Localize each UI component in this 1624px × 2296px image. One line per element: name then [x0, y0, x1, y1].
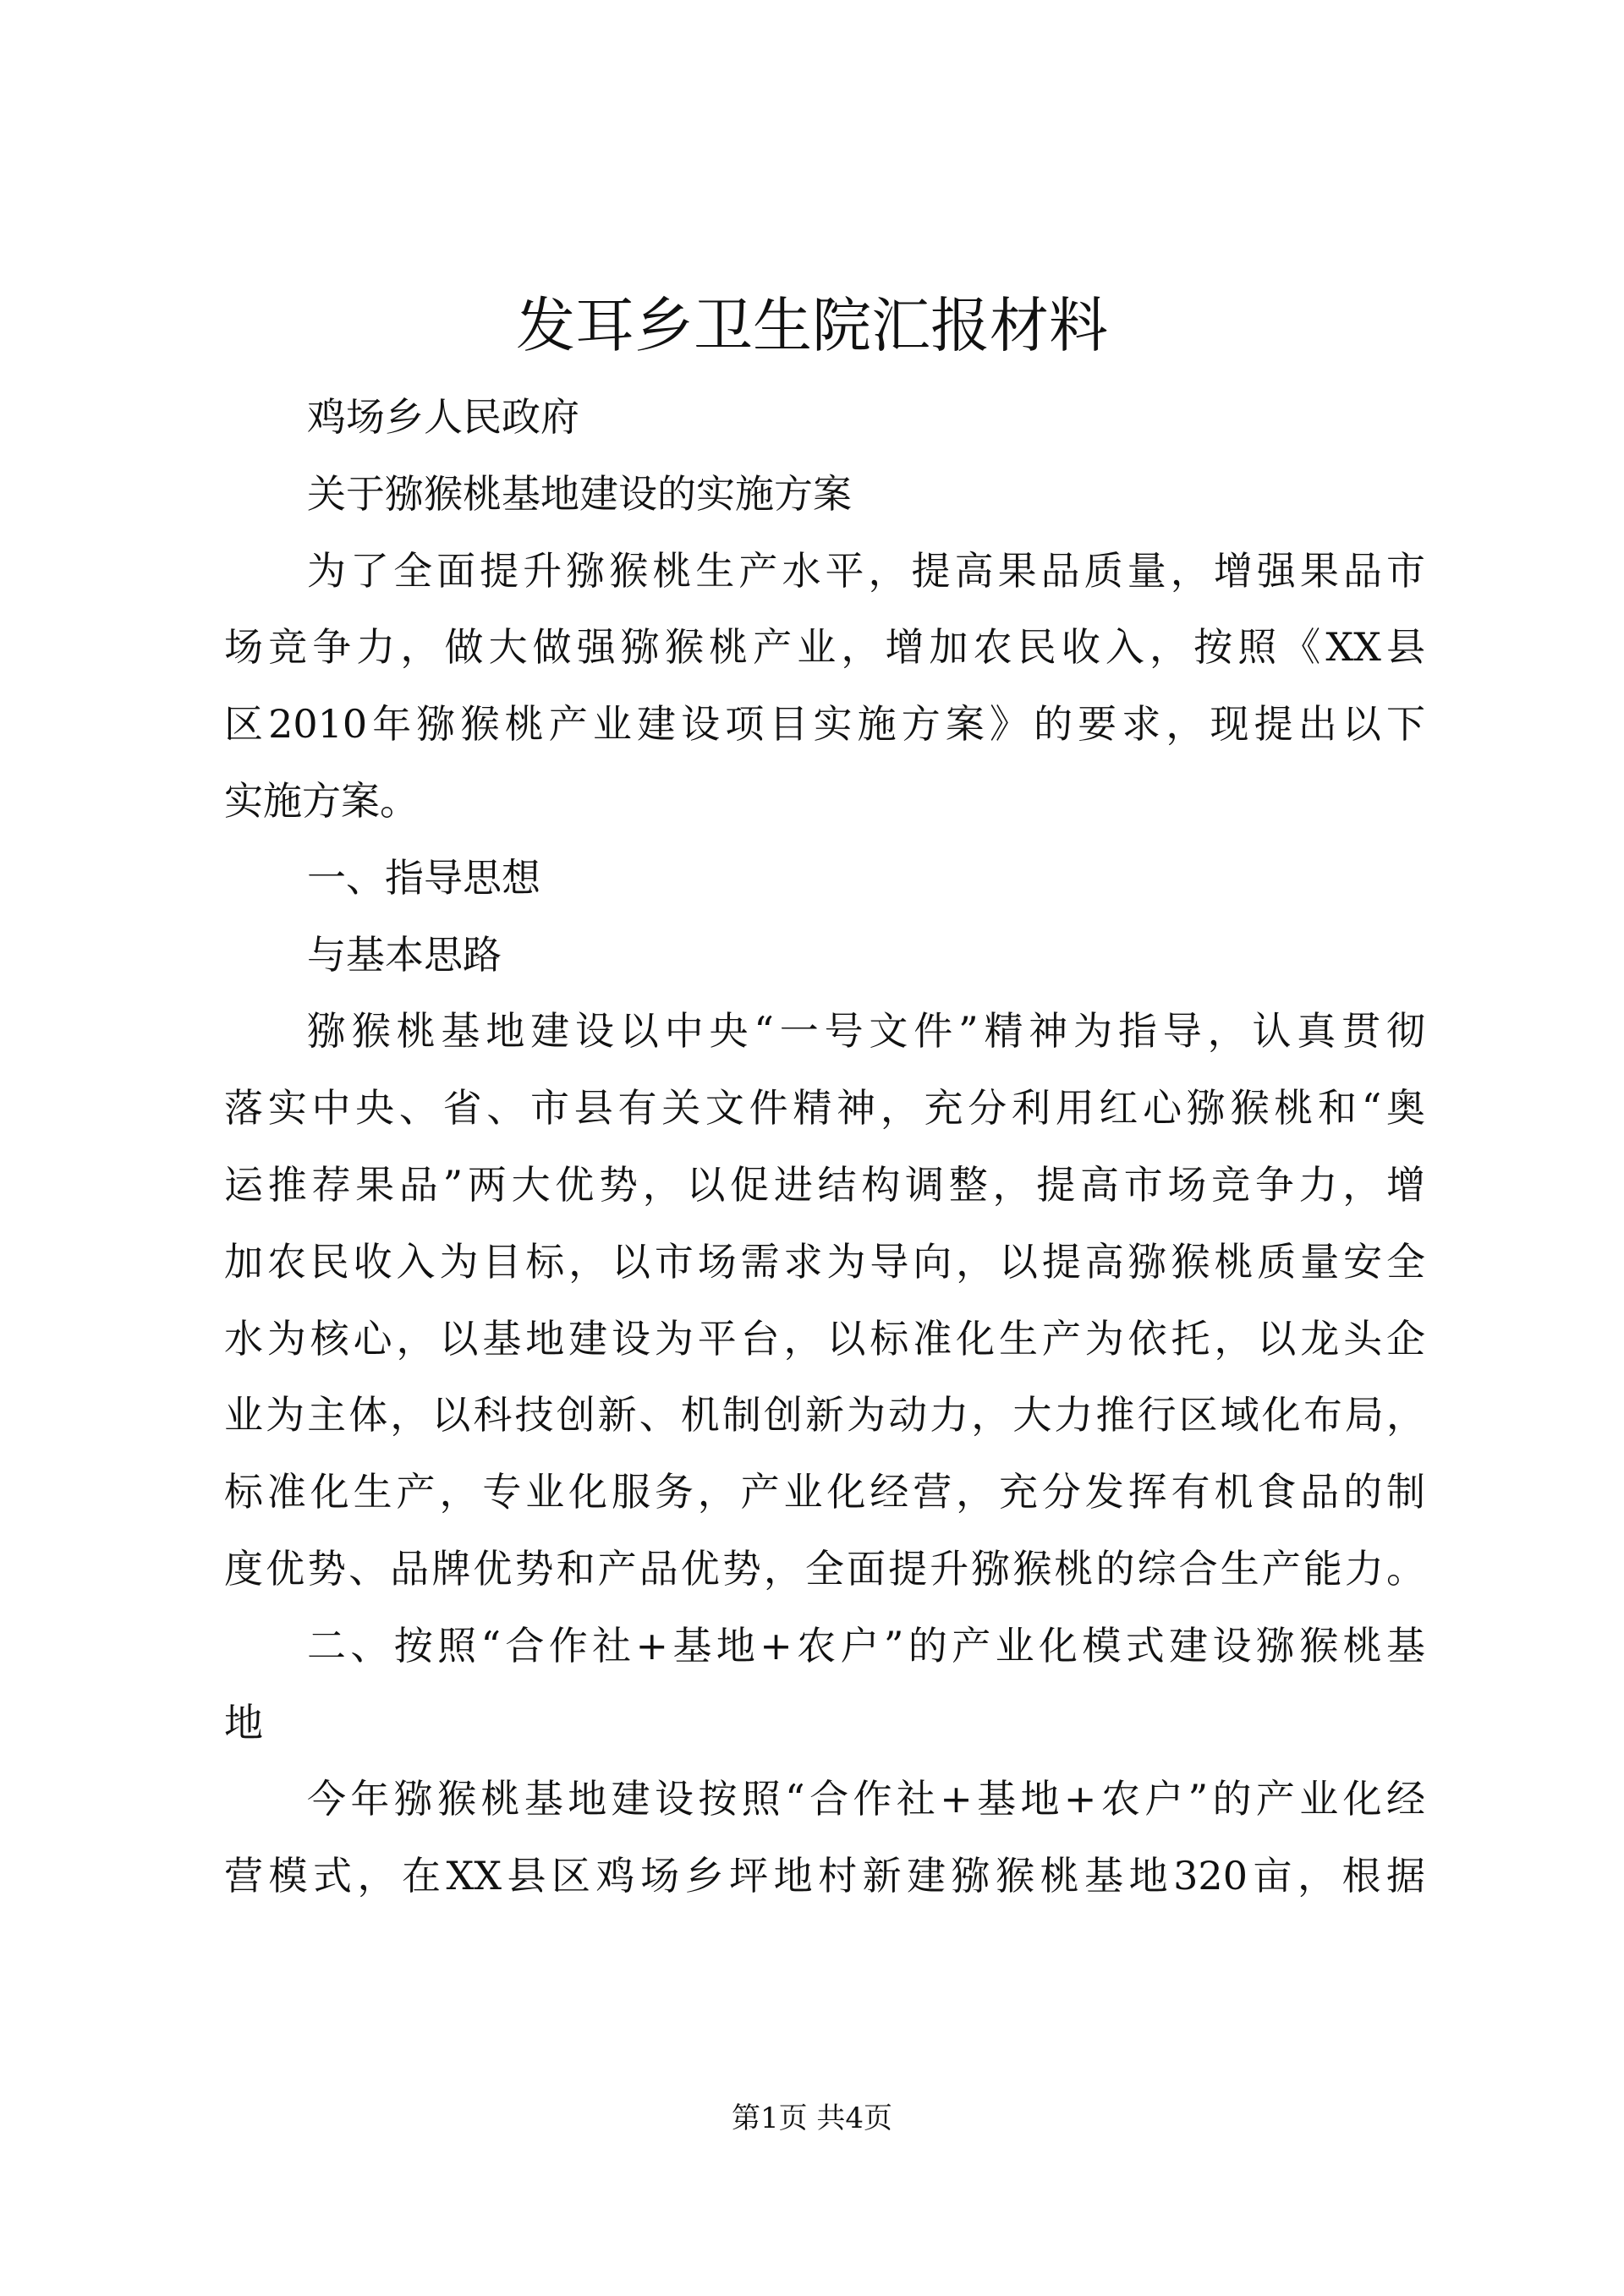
paragraph-line: 运推荐果品”两大优势，以促进结构调整，提高市场竞争力，增	[224, 1161, 1425, 1208]
paragraph-line: 标准化生产，专业化服务，产业化经营，充分发挥有机食品的制	[224, 1469, 1425, 1515]
paragraph-line: 今年猕猴桃基地建设按照“合作社+基地+农户”的产业化经	[307, 1776, 1425, 1822]
page-footer: 第1页 共4页	[731, 2101, 893, 2135]
paragraph-line: 鸡场乡人民政府	[307, 394, 579, 440]
section-heading: 地	[224, 1699, 263, 1745]
document-body	[224, 379, 1425, 1915]
paragraph-line: 加农民收入为目标，以市场需求为导向，以提高猕猴桃质量安全	[224, 1238, 1425, 1285]
paragraph-line: 度优势、品牌优势和产品优势，全面提升猕猴桃的综合生产能力。	[224, 1545, 1425, 1592]
paragraph-line: 业为主体，以科技创新、机制创新为动力，大力推行区域化布局，	[224, 1392, 1425, 1438]
paragraph-line: 场竞争力，做大做强猕猴桃产业，增加农民收入，按照《XX县	[224, 624, 1425, 671]
paragraph-line: 区2010年猕猴桃产业建设项目实施方案》的要求，现提出以下	[224, 701, 1425, 748]
section-heading: 二、按照“合作社+基地+农户”的产业化模式建设猕猴桃基	[307, 1622, 1425, 1669]
section-heading: 一、指导思想	[307, 854, 540, 901]
paragraph-line: 猕猴桃基地建设以中央“一号文件”精神为指导，认真贯彻	[307, 1008, 1425, 1055]
paragraph-line: 营模式，在XX县区鸡场乡坪地村新建猕猴桃基地320亩，根据	[224, 1853, 1425, 1899]
paragraph-line: 关于猕猴桃基地建设的实施方案	[307, 470, 852, 517]
paragraph-line: 为了全面提升猕猴桃生产水平，提高果品质量，增强果品市	[307, 547, 1425, 594]
paragraph-line: 落实中央、省、市县有关文件精神，充分利用红心猕猴桃和“奥	[224, 1085, 1425, 1132]
paragraph-line: 实施方案。	[224, 777, 419, 824]
section-heading: 与基本思路	[307, 931, 502, 978]
document-title: 发耳乡卫生院汇报材料	[516, 291, 1108, 360]
paragraph-line: 水为核心，以基地建设为平台，以标准化生产为依托，以龙头企	[224, 1315, 1425, 1362]
